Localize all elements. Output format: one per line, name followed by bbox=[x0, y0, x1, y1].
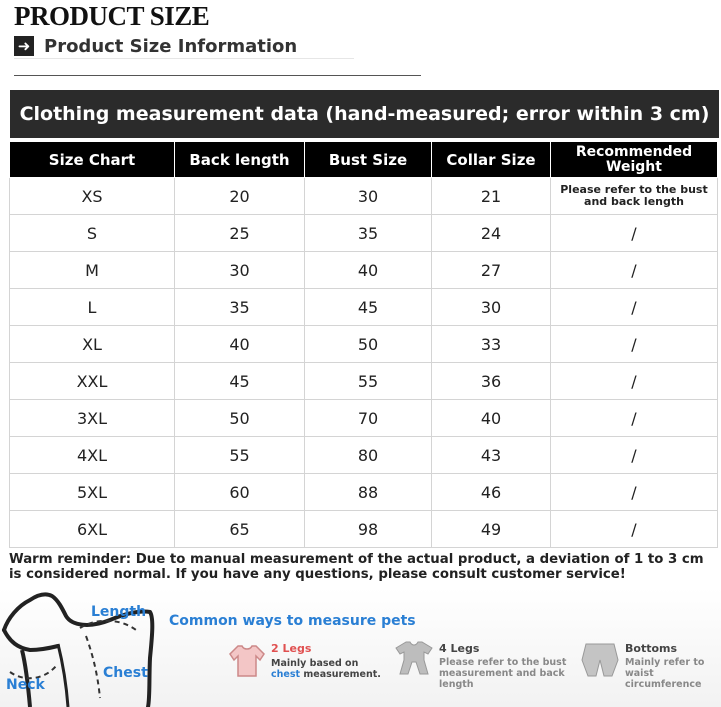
warm-reminder: Warm reminder: Due to manual measurement of the actual product, a deviation of 1 to 3 cm is considered normal. If you have any questions, please consult customer service! bbox=[9, 552, 704, 582]
table-cell: 49 bbox=[432, 511, 551, 548]
size-chart-table bbox=[9, 141, 718, 548]
table-row bbox=[10, 252, 718, 289]
two-legs-shirt-icon bbox=[228, 642, 266, 678]
table-cell: 60 bbox=[175, 474, 305, 511]
page-title: PRODUCT SIZE bbox=[14, 1, 210, 31]
table-cell: Please refer to the bust and back length bbox=[551, 178, 718, 215]
measure-ways-title: Common ways to measure pets bbox=[169, 613, 416, 629]
table-cell: 21 bbox=[432, 178, 551, 215]
table-cell: L bbox=[10, 289, 175, 326]
table-cell: XS bbox=[10, 178, 175, 215]
table-cell: 3XL bbox=[10, 400, 175, 437]
table-row bbox=[10, 215, 718, 252]
section-heading bbox=[14, 34, 297, 58]
table-cell: 40 bbox=[305, 252, 432, 289]
table-cell: / bbox=[551, 215, 718, 252]
two-legs-desc-highlight: chest bbox=[271, 669, 301, 680]
four-legs-description: Please refer to the bust measurement and back length bbox=[439, 657, 567, 690]
two-legs-desc-text: Mainly based on bbox=[271, 658, 359, 669]
table-cell: XL bbox=[10, 326, 175, 363]
table-cell: S bbox=[10, 215, 175, 252]
table-cell: 70 bbox=[305, 400, 432, 437]
table-cell: / bbox=[551, 289, 718, 326]
table-cell: 25 bbox=[175, 215, 305, 252]
table-cell: / bbox=[551, 400, 718, 437]
arrow-right-icon: ➜ bbox=[14, 36, 34, 56]
two-legs-title: 2 Legs bbox=[271, 642, 312, 655]
table-row bbox=[10, 363, 718, 400]
table-row bbox=[10, 474, 718, 511]
table-cell: 88 bbox=[305, 474, 432, 511]
measurement-banner: Clothing measurement data (hand-measured; error within 3 cm) bbox=[10, 90, 719, 138]
table-cell: 20 bbox=[175, 178, 305, 215]
table-cell: 36 bbox=[432, 363, 551, 400]
table-cell: 4XL bbox=[10, 437, 175, 474]
table-cell: 30 bbox=[305, 178, 432, 215]
bottoms-description: Mainly refer to waist circumference bbox=[625, 657, 705, 690]
table-cell: 30 bbox=[432, 289, 551, 326]
table-body bbox=[10, 178, 718, 548]
table-cell: / bbox=[551, 252, 718, 289]
table-cell: 27 bbox=[432, 252, 551, 289]
table-cell: 46 bbox=[432, 474, 551, 511]
table-row bbox=[10, 437, 718, 474]
table-cell: 40 bbox=[175, 326, 305, 363]
chest-label: Chest bbox=[103, 665, 148, 681]
table-cell: / bbox=[551, 326, 718, 363]
table-row bbox=[10, 326, 718, 363]
two-legs-desc-text: measurement. bbox=[303, 669, 381, 680]
table-cell: 80 bbox=[305, 437, 432, 474]
column-header: Size Chart bbox=[10, 142, 175, 178]
table-row bbox=[10, 289, 718, 326]
table-cell: 40 bbox=[432, 400, 551, 437]
four-legs-title: 4 Legs bbox=[439, 642, 480, 655]
table-cell: 55 bbox=[175, 437, 305, 474]
table-cell: / bbox=[551, 363, 718, 400]
bottoms-title: Bottoms bbox=[625, 642, 678, 655]
table-cell: 5XL bbox=[10, 474, 175, 511]
table-row bbox=[10, 178, 718, 215]
table-cell: 24 bbox=[432, 215, 551, 252]
table-cell: / bbox=[551, 437, 718, 474]
table-row bbox=[10, 511, 718, 548]
table-cell: / bbox=[551, 511, 718, 548]
bottoms-icon bbox=[578, 640, 622, 680]
length-label: Length bbox=[91, 604, 147, 620]
table-cell: 50 bbox=[175, 400, 305, 437]
table-cell: XXL bbox=[10, 363, 175, 400]
table-cell: 35 bbox=[305, 215, 432, 252]
table-cell: / bbox=[551, 474, 718, 511]
column-header: Collar Size bbox=[432, 142, 551, 178]
section-heading-label: Product Size Information bbox=[44, 35, 298, 57]
column-header: Recommended Weight bbox=[551, 142, 718, 178]
table-cell: 35 bbox=[175, 289, 305, 326]
table-cell: 65 bbox=[175, 511, 305, 548]
table-cell: 45 bbox=[175, 363, 305, 400]
table-row bbox=[10, 400, 718, 437]
two-legs-description bbox=[271, 658, 391, 680]
table-cell: 98 bbox=[305, 511, 432, 548]
column-header: Bust Size bbox=[305, 142, 432, 178]
table-cell: 50 bbox=[305, 326, 432, 363]
table-cell: 30 bbox=[175, 252, 305, 289]
pet-measure-guide bbox=[0, 588, 721, 707]
table-cell: 43 bbox=[432, 437, 551, 474]
column-header: Back length bbox=[175, 142, 305, 178]
table-cell: 6XL bbox=[10, 511, 175, 548]
table-cell: 33 bbox=[432, 326, 551, 363]
table-cell: M bbox=[10, 252, 175, 289]
table-cell: 55 bbox=[305, 363, 432, 400]
four-legs-suit-icon bbox=[392, 638, 436, 678]
table-cell: 45 bbox=[305, 289, 432, 326]
divider bbox=[14, 58, 354, 59]
neck-label: Neck bbox=[6, 677, 45, 693]
divider bbox=[14, 75, 421, 76]
table-header-row bbox=[10, 142, 718, 178]
